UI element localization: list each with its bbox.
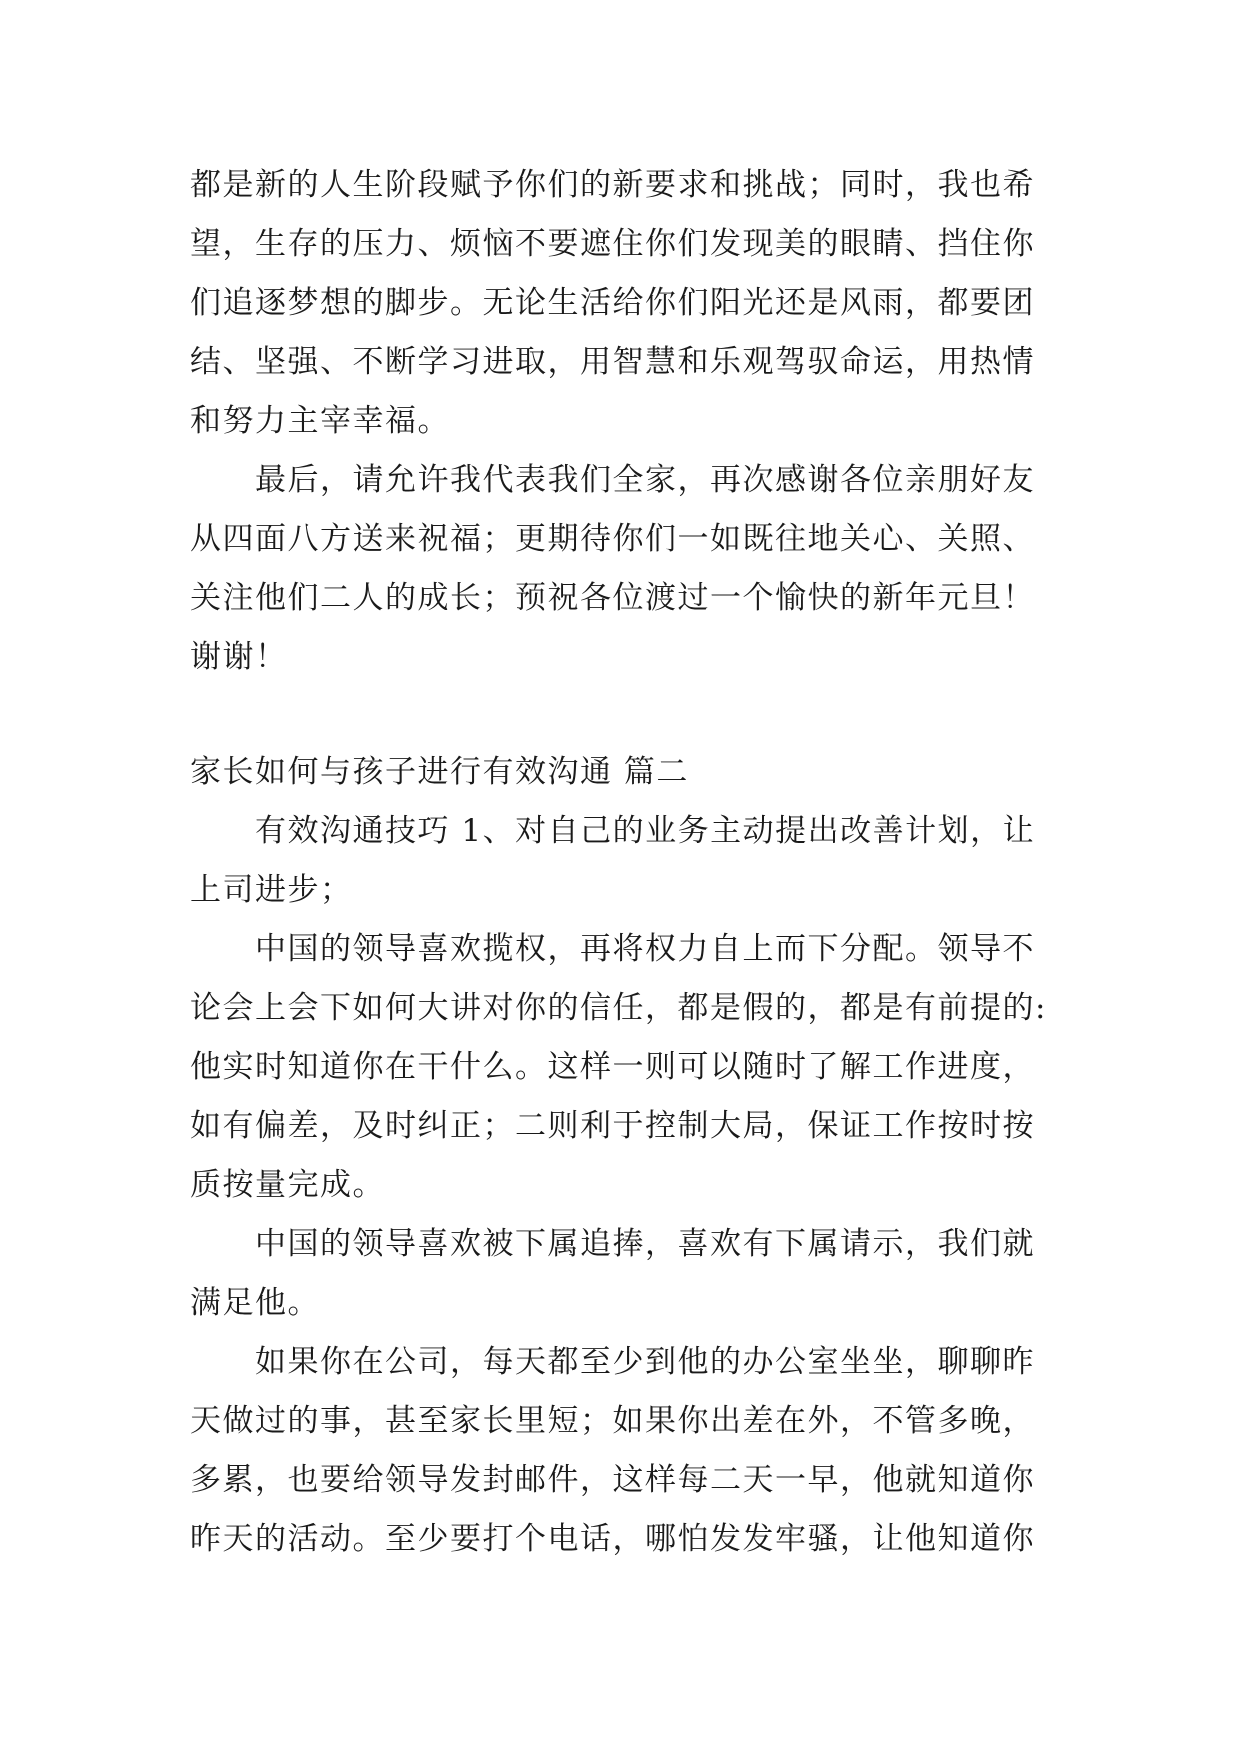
text-line: 们追逐梦想的脚步。无论生活给你们阳光还是风雨，都要团 — [190, 285, 1035, 321]
text-line: 质按量完成。 — [190, 1167, 385, 1203]
text-line: 论会上会下如何大讲对你的信任，都是假的，都是有前提的: — [190, 990, 1047, 1026]
text-line: 结、坚强、不断学习进取，用智慧和乐观驾驭命运，用热情 — [190, 344, 1035, 380]
text-line: 都是新的人生阶段赋予你们的新要求和挑战；同时，我也希 — [190, 167, 1035, 203]
text-line: 有效沟通技巧 1、对自己的业务主动提出改善计划，让 — [255, 813, 1036, 849]
text-line: 上司进步； — [190, 872, 353, 908]
text-line: 多累，也要给领导发封邮件，这样每二天一早，他就知道你 — [190, 1462, 1035, 1498]
text-line: 天做过的事，甚至家长里短；如果你出差在外，不管多晚， — [190, 1403, 1035, 1439]
section-heading: 家长如何与孩子进行有效沟通 篇二 — [190, 754, 689, 790]
text-line: 他实时知道你在干什么。这样一则可以随时了解工作进度， — [190, 1049, 1035, 1085]
text-line: 最后，请允许我代表我们全家，再次感谢各位亲朋好友 — [255, 462, 1035, 498]
text-line: 从四面八方送来祝福；更期待你们一如既往地关心、关照、 — [190, 521, 1035, 557]
text-line: 和努力主宰幸福。 — [190, 403, 450, 439]
text-line: 关注他们二人的成长；预祝各位渡过一个愉快的新年元旦！ — [190, 580, 1035, 616]
text-line: 昨天的活动。至少要打个电话，哪怕发发牢骚，让他知道你 — [190, 1521, 1035, 1557]
text-line: 如有偏差，及时纠正；二则利于控制大局，保证工作按时按 — [190, 1108, 1035, 1144]
text-line: 中国的领导喜欢揽权，再将权力自上而下分配。领导不 — [255, 931, 1035, 967]
text-line: 望，生存的压力、烦恼不要遮住你们发现美的眼睛、挡住你 — [190, 226, 1035, 262]
text-line: 满足他。 — [190, 1285, 320, 1321]
text-line: 谢谢！ — [190, 639, 288, 675]
text-line: 中国的领导喜欢被下属追捧，喜欢有下属请示，我们就 — [255, 1226, 1035, 1262]
text-line: 如果你在公司，每天都至少到他的办公室坐坐，聊聊昨 — [255, 1344, 1035, 1380]
